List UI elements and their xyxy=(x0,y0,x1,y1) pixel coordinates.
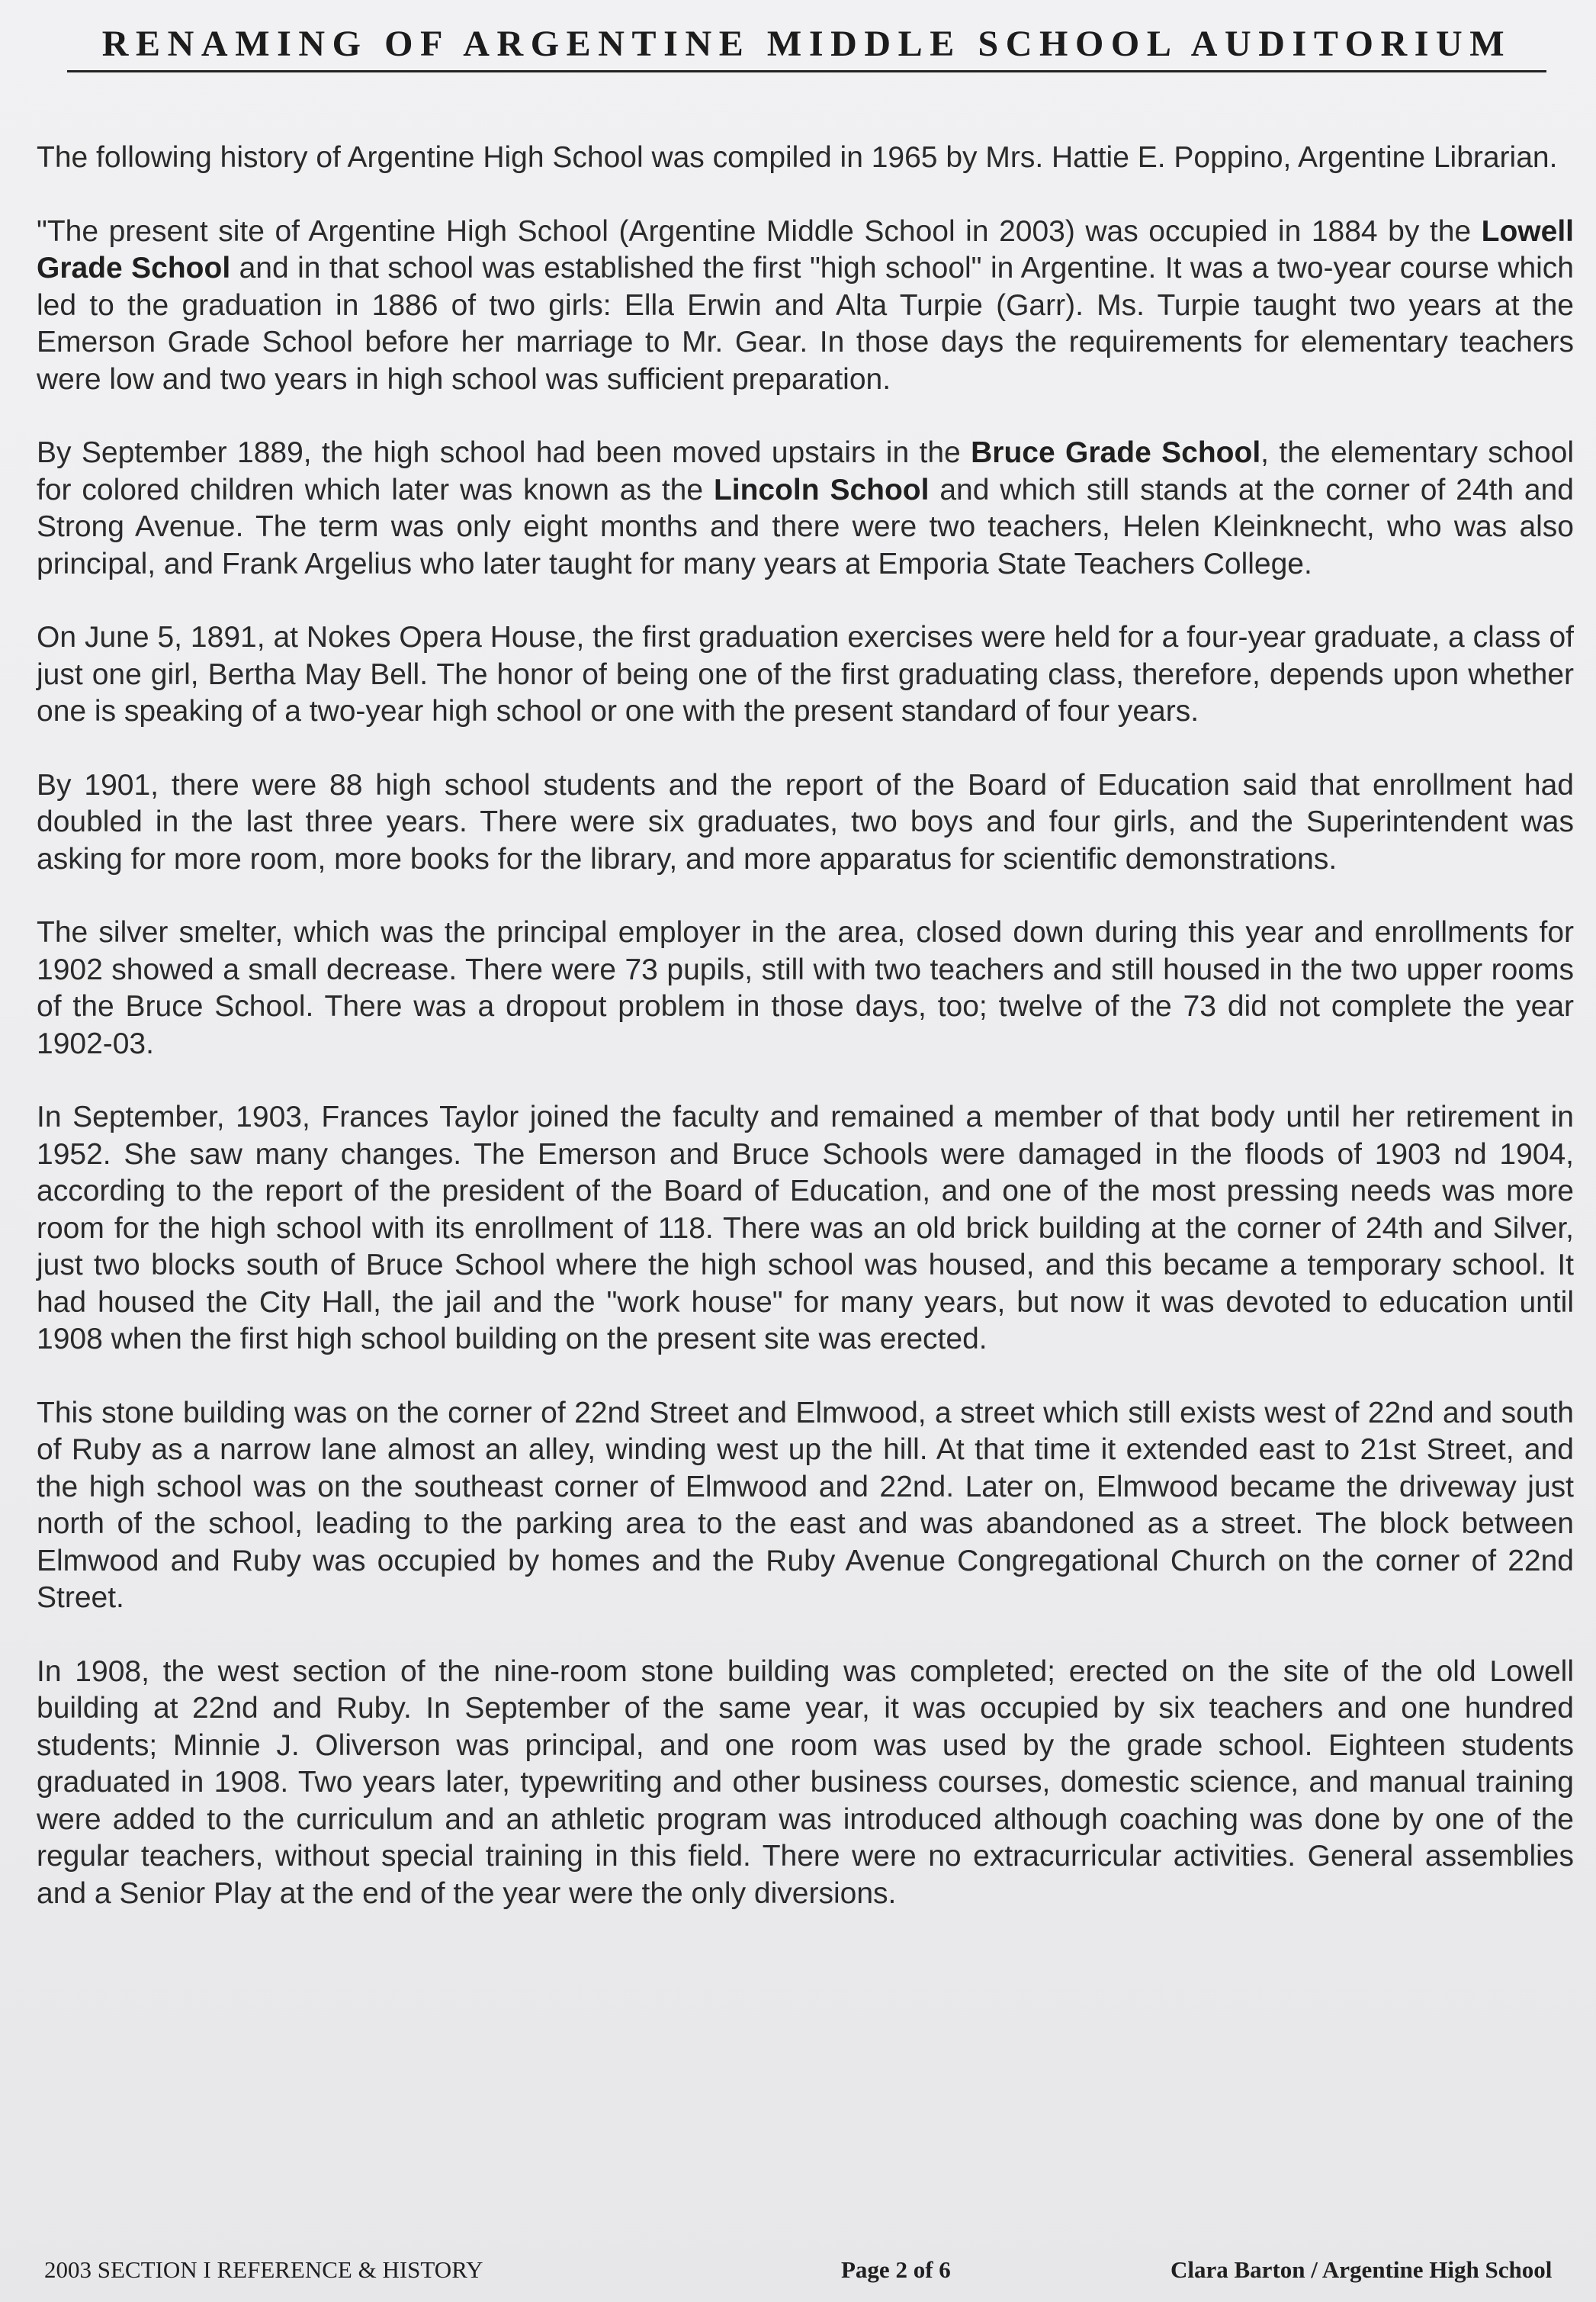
paragraph-text: By September 1889, the high school had been moved upstairs in the xyxy=(37,436,971,469)
paragraph-text: "The present site of Argentine High School (Argentine Middle School in 2003) was occupied in 1884 by the xyxy=(37,214,1482,248)
paragraph-text: The following history of Argentine High School was compiled in 1965 by Mrs. Hattie E. Poppino, Argentine Librarian. xyxy=(37,141,1558,174)
paragraph-lowell-grade-school xyxy=(37,214,1574,399)
paragraph-text: In 1908, the west section of the nine-room stone building was completed; erected on the site of the old Lowell building at 22nd and Ruby. In September of the same year, it was occupied by six teachers and one hundred students; Minnie J. Oliverson was principal, and one room was used by the grade school. Eighteen students graduated in 1908. Two years later, typewriting and other business courses, domestic science, and manual training were added to the curriculum and an athletic program was introduced although coaching was done by one of the regular teachers, without special training in this field. There were no extracurricular activities. General assemblies and a Senior Play at the end of the year were the only diversions. xyxy=(37,1654,1574,1910)
paragraph-stone-building xyxy=(37,1395,1574,1617)
footer-page-number: Page 2 of 6 xyxy=(841,2256,951,2283)
paragraph-1908-completion xyxy=(37,1654,1574,1913)
bold-term-lowell-grade-school: Lowell Grade School xyxy=(37,214,1574,285)
paragraph-text: This stone building was on the corner of 22nd Street and Elmwood, a street which still exists west of 22nd and south of Ruby as a narrow lane almost an alley, winding west up the hill. At that time it extended east to 21st Street, and the high school was on the southeast corner of Elmwood and 22nd. Later on, Elmwood became the driveway just north of the school, leading to the parking area to the east and was abandoned as a street. The block between Elmwood and Ruby was occupied by homes and the Ruby Avenue Congregational Church on the corner of 22nd Street. xyxy=(37,1396,1574,1614)
footer-school-name: Clara Barton / Argentine High School xyxy=(1171,2256,1553,2283)
paragraph-first-graduation xyxy=(37,619,1574,731)
paragraph-frances-taylor xyxy=(37,1099,1574,1358)
title-underline xyxy=(67,70,1546,72)
paragraph-text: and in that school was established the first "high school" in Argentine. It was a two-year course which led to the graduation in 1886 of two girls: Ella Erwin and Alta Turpie (Garr). Ms. Turpie taught two years at the Emerson Grade School before her marriage to Mr. Gear. In those days the requirements for elementary teachers were low and two years in high school was sufficient preparation. xyxy=(37,252,1574,396)
paragraph-silver-smelter xyxy=(37,915,1574,1063)
footer-section-label: 2003 SECTION I REFERENCE & HISTORY xyxy=(44,2256,483,2283)
paragraph-text: and which still stands at the corner of 24th and Strong Avenue. The term was only eight months and there were two teachers, Helen Kleinknecht, who was also principal, and Frank Argelius who later taught for many years at Emporia State Teachers College. xyxy=(37,473,1574,580)
bold-term-lincoln-school: Lincoln School xyxy=(713,473,930,506)
paragraph-bruce-grade-school xyxy=(37,435,1574,583)
paragraph-text: The silver smelter, which was the principal employer in the area, closed down during this year and enrollments for 1902 showed a small decrease. There were 73 pupils, still with two teachers and still housed in the two upper rooms of the Bruce School. There was a dropout problem in those days, too; twelve of the 73 did not complete the year 1902-03. xyxy=(37,916,1574,1060)
document-body xyxy=(37,140,1574,1949)
paragraph-text: On June 5, 1891, at Nokes Opera House, the first graduation exercises were held for a four-year graduate, a class of just one girl, Bertha May Bell. The honor of being one of the first graduating class, therefore, depends upon whether one is speaking of a two-year high school or one with the present standard of four years. xyxy=(37,621,1574,728)
paragraph-text: , the elementary school for colored children which later was known as the xyxy=(37,436,1575,506)
paragraph-text: In September, 1903, Frances Taylor joined the faculty and remained a member of that body until her retirement in 1952. She saw many changes. The Emerson and Bruce Schools were damaged in the floods of 1903 nd 1904, according to the report of the president of the Board of Education, and one of the most pressing needs was more room for the high school with its enrollment of 118. There was an old brick building at the corner of 24th and Silver, just two blocks south of Bruce School where the high school was housed, and this became a temporary school. It had housed the City Hall, the jail and the "work house" for many years, but now it was devoted to education until 1908 when the first high school building on the present site was erected. xyxy=(37,1101,1574,1355)
paragraph-text: By 1901, there were 88 high school students and the report of the Board of Education said that enrollment had doubled in the last three years. There were six graduates, two boys and four girls, and the Superintendent was asking for more room, more books for the library, and more apparatus for scientific demonstrations. xyxy=(37,768,1574,876)
paragraph-intro xyxy=(37,140,1574,177)
document-title: RENAMING OF ARGENTINE MIDDLE SCHOOL AUDITORIUM xyxy=(101,24,1512,64)
paragraph-1901-enrollment xyxy=(37,767,1574,879)
bold-term-bruce-grade-school: Bruce Grade School xyxy=(971,436,1261,469)
